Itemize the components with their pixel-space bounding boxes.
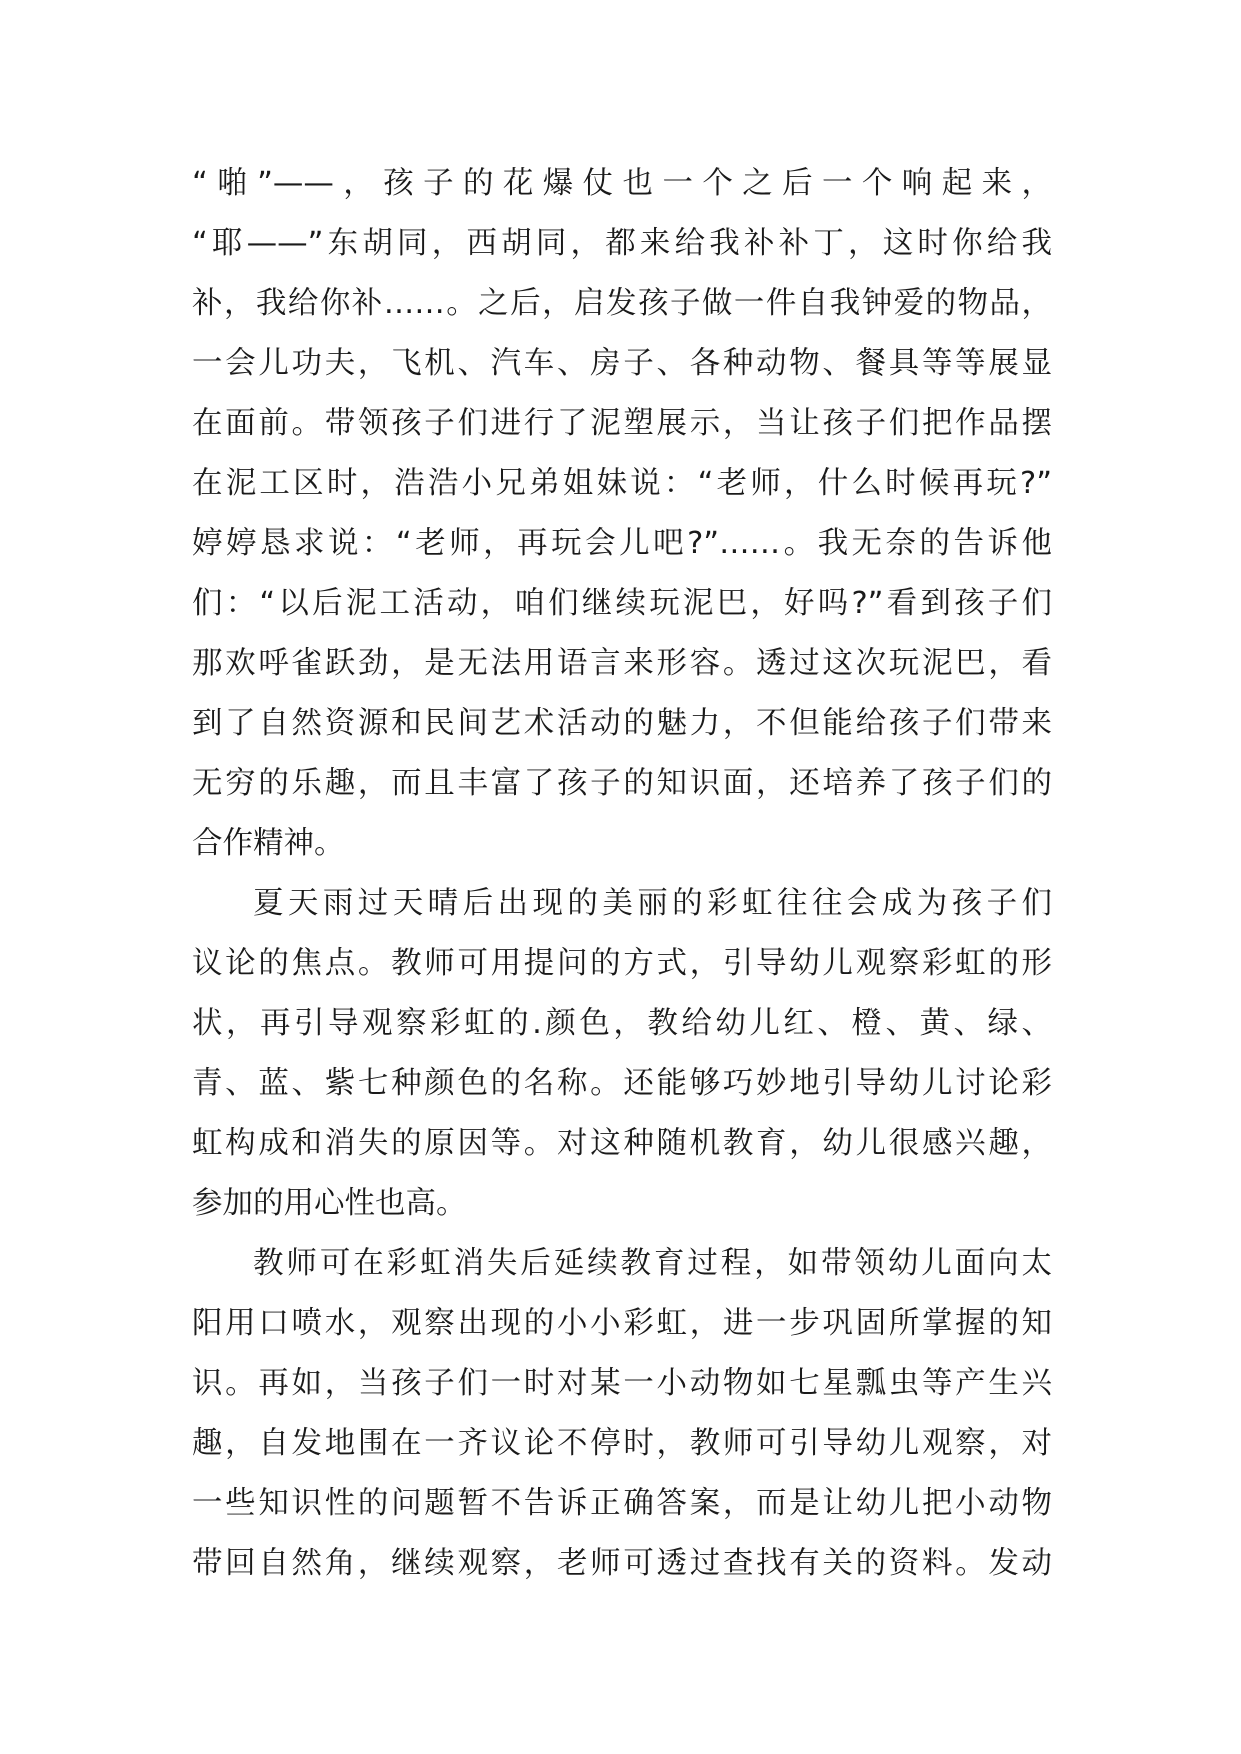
text-line: 们：“以后泥工活动，咱们继续玩泥巴，好吗?”看到孩子们 xyxy=(192,586,1052,621)
text-line: 带回自然角，继续观察，老师可透过查找有关的资料。发动 xyxy=(192,1546,1052,1581)
text-line: 趣，自发地围在一齐议论不停时，教师可引导幼儿观察，对 xyxy=(192,1426,1052,1461)
text-line: 一些知识性的问题暂不告诉正确答案，而是让幼儿把小动物 xyxy=(192,1486,1052,1521)
text-line: 虹构成和消失的原因等。对这种随机教育，幼儿很感兴趣， xyxy=(192,1126,1052,1161)
text-line: 在泥工区时，浩浩小兄弟姐妹说：“老师，什么时候再玩?” xyxy=(192,466,1052,501)
text-line: 青、蓝、紫七种颜色的名称。还能够巧妙地引导幼儿讨论彩 xyxy=(192,1066,1052,1101)
paragraph-first-line: 夏天雨过天晴后出现的美丽的彩虹往往会成为孩子们 xyxy=(253,886,1052,921)
text-line: 到了自然资源和民间艺术活动的魅力，不但能给孩子们带来 xyxy=(192,706,1052,741)
text-line: 在面前。带领孩子们进行了泥塑展示，当让孩子们把作品摆 xyxy=(192,406,1052,441)
paragraph-first-line: 教师可在彩虹消失后延续教育过程，如带领幼儿面向太 xyxy=(253,1246,1052,1281)
text-line: 状，再引导观察彩虹的.颜色，教给幼儿红、橙、黄、绿、 xyxy=(192,1006,1052,1041)
text-line: 那欢呼雀跃劲，是无法用语言来形容。透过这次玩泥巴，看 xyxy=(192,646,1052,681)
text-line: 阳用口喷水，观察出现的小小彩虹，进一步巩固所掌握的知 xyxy=(192,1306,1052,1341)
text-line: “啪”——，孩子的花爆仗也一个之后一个响起来， xyxy=(192,166,1052,201)
text-line: 参加的用心性也高。 xyxy=(192,1186,467,1221)
text-line: 识。再如，当孩子们一时对某一小动物如七星瓢虫等产生兴 xyxy=(192,1366,1052,1401)
text-line: “耶——”东胡同，西胡同，都来给我补补丁，这时你给我 xyxy=(192,226,1052,261)
text-line: 无穷的乐趣，而且丰富了孩子的知识面，还培养了孩子们的 xyxy=(192,766,1052,801)
text-line: 合作精神。 xyxy=(192,826,345,861)
text-line: 补，我给你补……。之后，启发孩子做一件自我钟爱的物品， xyxy=(192,286,1052,321)
text-line: 一会儿功夫，飞机、汽车、房子、各种动物、餐具等等展显 xyxy=(192,346,1052,381)
text-line: 议论的焦点。教师可用提问的方式，引导幼儿观察彩虹的形 xyxy=(192,946,1052,981)
text-line: 婷婷恳求说：“老师，再玩会儿吧?”……。我无奈的告诉他 xyxy=(192,526,1052,561)
